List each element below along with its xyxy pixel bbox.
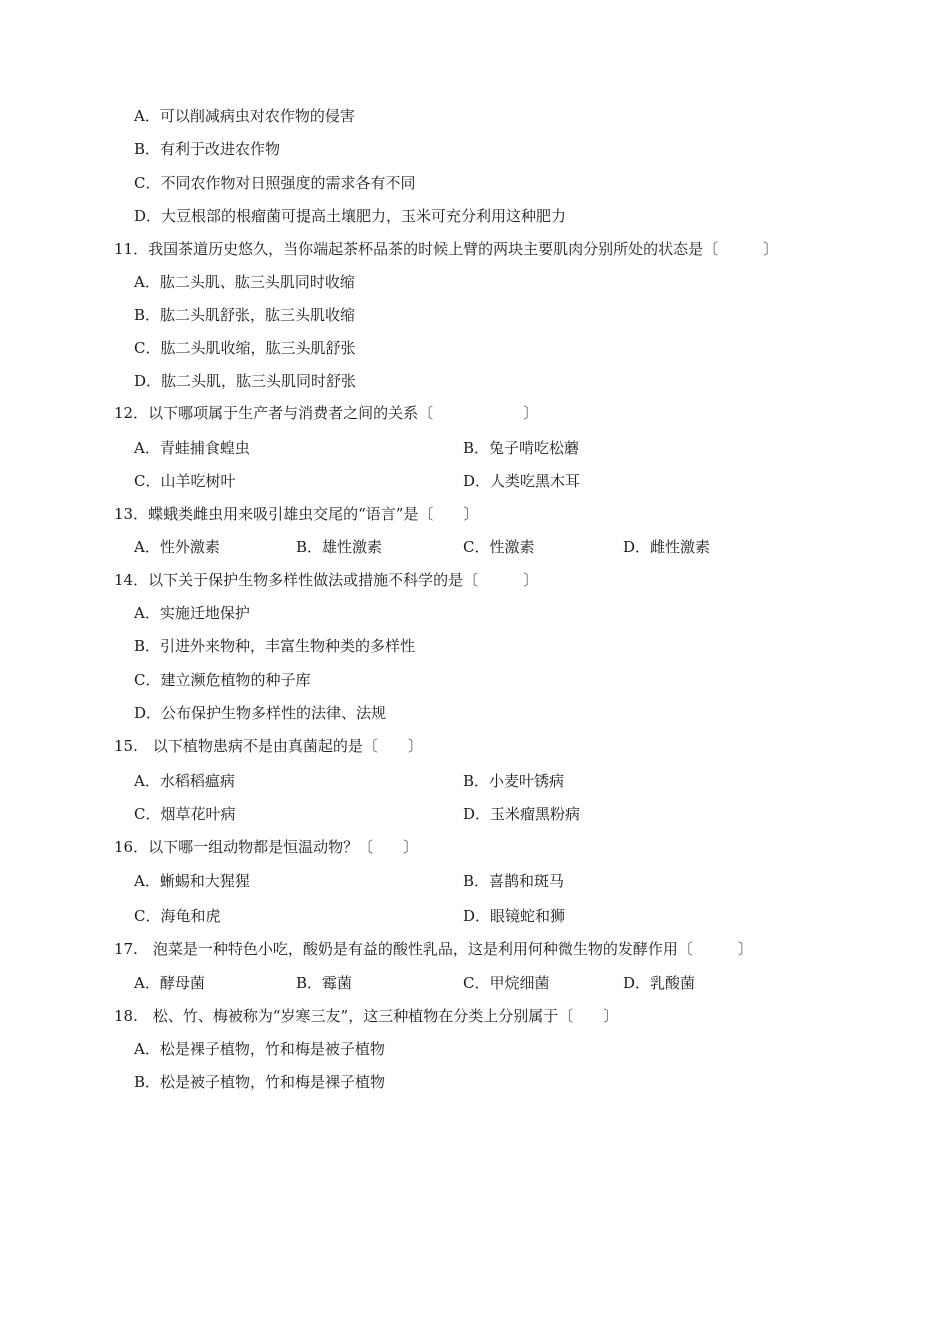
q17-option-a: A．酵母菌	[134, 974, 205, 992]
q15-option-d: D．玉米瘤黑粉病	[463, 805, 581, 823]
question-12: 12．以下哪项属于生产者与消费者之间的关系〔 〕	[114, 404, 539, 422]
q10-option-a: A．可以削减病虫对农作物的侵害	[134, 107, 355, 125]
q15-option-c: C．烟草花叶病	[134, 805, 236, 823]
q14-option-d: D．公布保护生物多样性的法律、法规	[134, 704, 387, 722]
q18-option-a: A．松是裸子植物，竹和梅是被子植物	[134, 1040, 385, 1058]
q10-option-c: C．不同农作物对日照强度的需求各有不同	[134, 174, 416, 192]
question-18: 18. 松、竹、梅被称为“岁寒三友”，这三种植物在分类上分别属于〔 〕	[114, 1007, 619, 1025]
q16-option-b: B．喜鹊和斑马	[463, 872, 565, 890]
q17-option-d: D．乳酸菌	[623, 974, 696, 992]
q13-option-a: A．性外激素	[134, 538, 220, 556]
q12-option-c: C．山羊吃树叶	[134, 472, 236, 490]
q15-option-a: A．水稻稻瘟病	[134, 772, 235, 790]
question-15: 15. 以下植物患病不是由真菌起的是〔 〕	[114, 737, 423, 755]
q14-option-c: C．建立濒危植物的种子库	[134, 671, 311, 689]
q10-option-b: B．有利于改进农作物	[134, 140, 281, 158]
q13-option-d: D．雌性激素	[623, 538, 711, 556]
q17-option-c: C．甲烷细菌	[463, 974, 550, 992]
question-14: 14．以下关于保护生物多样性做法或措施不科学的是〔 〕	[114, 571, 539, 589]
q16-option-c: C．海龟和虎	[134, 907, 221, 925]
q17-option-b: B．霉菌	[296, 974, 353, 992]
q18-option-b: B．松是被子植物，竹和梅是裸子植物	[134, 1073, 386, 1091]
q16-option-a: A．蜥蜴和大猩猩	[134, 872, 250, 890]
question-16: 16．以下哪一组动物都是恒温动物？〔 〕	[114, 838, 419, 856]
q13-option-b: B．雄性激素	[296, 538, 383, 556]
q12-option-a: A．青蛙捕食蝗虫	[134, 439, 250, 457]
q10-option-d: D．大豆根部的根瘤菌可提高土壤肥力，玉米可充分利用这种肥力	[134, 207, 567, 225]
q15-option-b: B．小麦叶锈病	[463, 772, 565, 790]
q16-option-d: D．眼镜蛇和狮	[463, 907, 566, 925]
question-13: 13．蝶蛾类雌虫用来吸引雄虫交尾的“语言”是〔 〕	[114, 505, 479, 523]
q12-option-b: B．兔子啃吃松蘑	[463, 439, 580, 457]
q13-option-c: C．性激素	[463, 538, 535, 556]
q11-option-d: D．肱二头肌，肱三头肌同时舒张	[134, 372, 357, 390]
q11-option-a: A．肱二头肌、肱三头肌同时收缩	[134, 273, 355, 291]
q14-option-a: A．实施迁地保护	[134, 604, 250, 622]
q12-option-d: D．人类吃黑木耳	[463, 472, 581, 490]
q11-option-c: C．肱二头肌收缩，肱三头肌舒张	[134, 339, 356, 357]
q11-option-b: B．肱二头肌舒张，肱三头肌收缩	[134, 306, 356, 324]
question-11: 11．我国茶道历史悠久，当你端起茶杯品茶的时候上臂的两块主要肌肉分别所处的状态是〔 〕	[114, 240, 779, 258]
q14-option-b: B．引进外来物种，丰富生物种类的多样性	[134, 637, 416, 655]
question-17: 17. 泡菜是一种特色小吃，酸奶是有益的酸性乳品，这是利用何种微生物的发酵作用〔 〕	[114, 940, 753, 958]
